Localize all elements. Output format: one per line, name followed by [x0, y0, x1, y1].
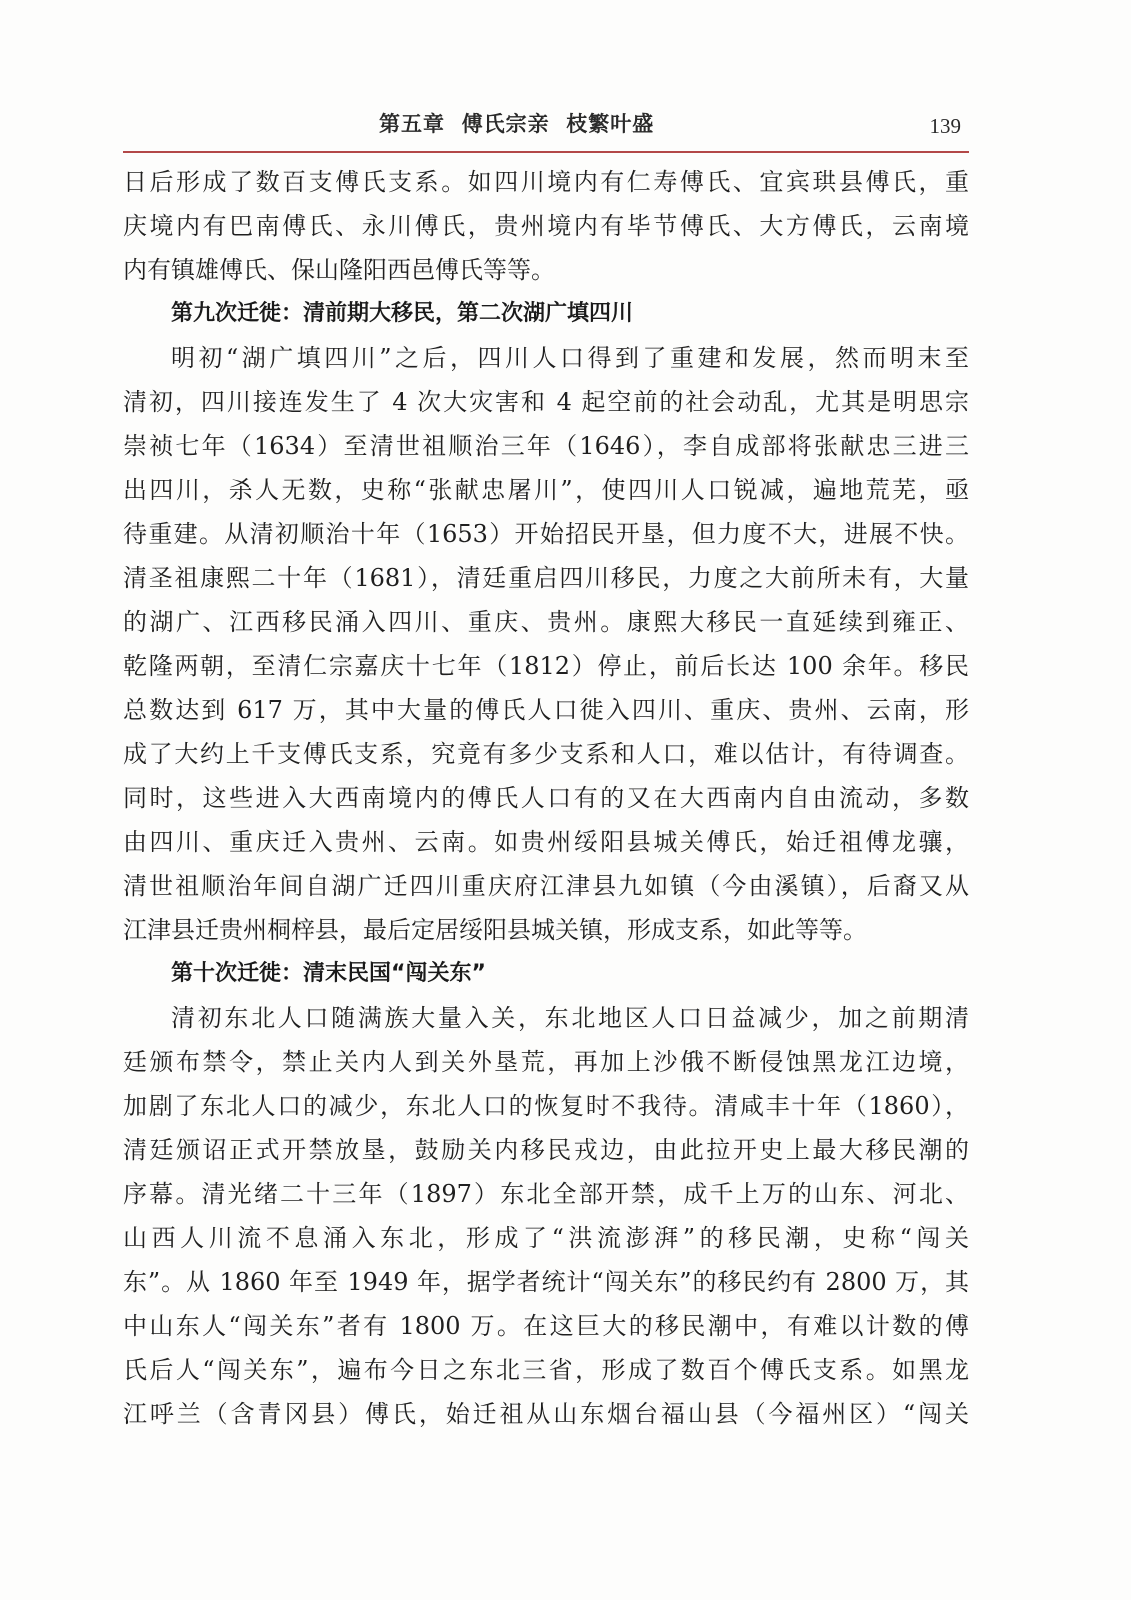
text-line: 崇祯七年（1634）至清世祖顺治三年（1646），李自成部将张献忠三进三 — [123, 432, 969, 460]
text-line: 江呼兰（含青冈县）傅氏，始迁祖从山东烟台福山县（今福州区）“闯关 — [123, 1400, 969, 1428]
section-heading: 第九次迁徙：清前期大移民，第二次湖广填四川 — [171, 301, 634, 326]
text-line: 总数达到 617 万，其中大量的傅氏人口徙入四川、重庆、贵州、云南，形 — [123, 696, 969, 724]
text-line: 庆境内有巴南傅氏、永川傅氏，贵州境内有毕节傅氏、大方傅氏，云南境 — [123, 212, 969, 240]
text-line: 明初“湖广填四川”之后，四川人口得到了重建和发展，然而明末至 — [171, 344, 969, 372]
text-line: 清廷颁诏正式开禁放垦，鼓励关内移民戎边，由此拉开史上最大移民潮的 — [123, 1136, 969, 1164]
text-line: 江津县迁贵州桐梓县，最后定居绥阳县城关镇，形成支系，如此等等。 — [123, 916, 867, 944]
text-line: 氏后人“闯关东”，遍布今日之东北三省，形成了数百个傅氏支系。如黑龙 — [123, 1356, 969, 1384]
text-line: 东”。从 1860 年至 1949 年，据学者统计“闯关东”的移民约有 2800 万，其 — [123, 1268, 969, 1296]
text-line: 同时，这些进入大西南境内的傅氏人口有的又在大西南内自由流动，多数 — [123, 784, 969, 812]
text-line: 廷颁布禁令，禁止关内人到关外垦荒，再加上沙俄不断侵蚀黑龙江边境， — [123, 1048, 969, 1076]
text-line: 乾隆两朝，至清仁宗嘉庆十七年（1812）停止，前后长达 100 余年。移民 — [123, 652, 969, 680]
text-line: 日后形成了数百支傅氏支系。如四川境内有仁寿傅氏、宜宾珙县傅氏，重 — [123, 168, 969, 196]
text-line: 加剧了东北人口的减少，东北人口的恢复时不我待。清咸丰十年（1860）， — [123, 1092, 969, 1120]
text-line: 清初，四川接连发生了 4 次大灾害和 4 起空前的社会动乱，尤其是明思宗 — [123, 388, 969, 416]
text-line: 待重建。从清初顺治十年（1653）开始招民开垦，但力度不大，进展不快。 — [123, 520, 969, 548]
text-line: 内有镇雄傅氏、保山隆阳西邑傅氏等等。 — [123, 256, 555, 284]
text-line: 由四川、重庆迁入贵州、云南。如贵州绥阳县城关傅氏，始迁祖傅龙骧， — [123, 828, 969, 856]
body-text — [123, 160, 969, 1436]
text-line: 中山东人“闯关东”者有 1800 万。在这巨大的移民潮中，有难以计数的傅 — [123, 1312, 969, 1340]
text-line: 山西人川流不息涌入东北，形成了“洪流澎湃”的移民潮，史称“闯关 — [123, 1224, 969, 1252]
text-line: 的湖广、江西移民涌入四川、重庆、贵州。康熙大移民一直延续到雍正、 — [123, 608, 969, 636]
running-header — [123, 106, 969, 150]
page-number: 139 — [929, 114, 961, 138]
text-line: 清圣祖康熙二十年（1681），清廷重启四川移民，力度之大前所未有，大量 — [123, 564, 969, 592]
text-line: 序幕。清光绪二十三年（1897）东北全部开禁，成千上万的山东、河北、 — [123, 1180, 969, 1208]
text-line: 清初东北人口随满族大量入关，东北地区人口日益减少，加之前期清 — [171, 1004, 969, 1032]
text-line: 出四川，杀人无数，史称“张献忠屠川”，使四川人口锐减，遍地荒芜，亟 — [123, 476, 969, 504]
chapter-title: 第五章 傅氏宗亲 枝繁叶盛 — [379, 112, 655, 136]
section-heading: 第十次迁徙：清末民国“闯关东” — [171, 961, 486, 986]
text-line: 成了大约上千支傅氏支系，究竟有多少支系和人口，难以估计，有待调查。 — [123, 740, 969, 768]
text-line: 清世祖顺治年间自湖广迁四川重庆府江津县九如镇（今由溪镇），后裔又从 — [123, 872, 969, 900]
header-rule — [123, 151, 969, 153]
